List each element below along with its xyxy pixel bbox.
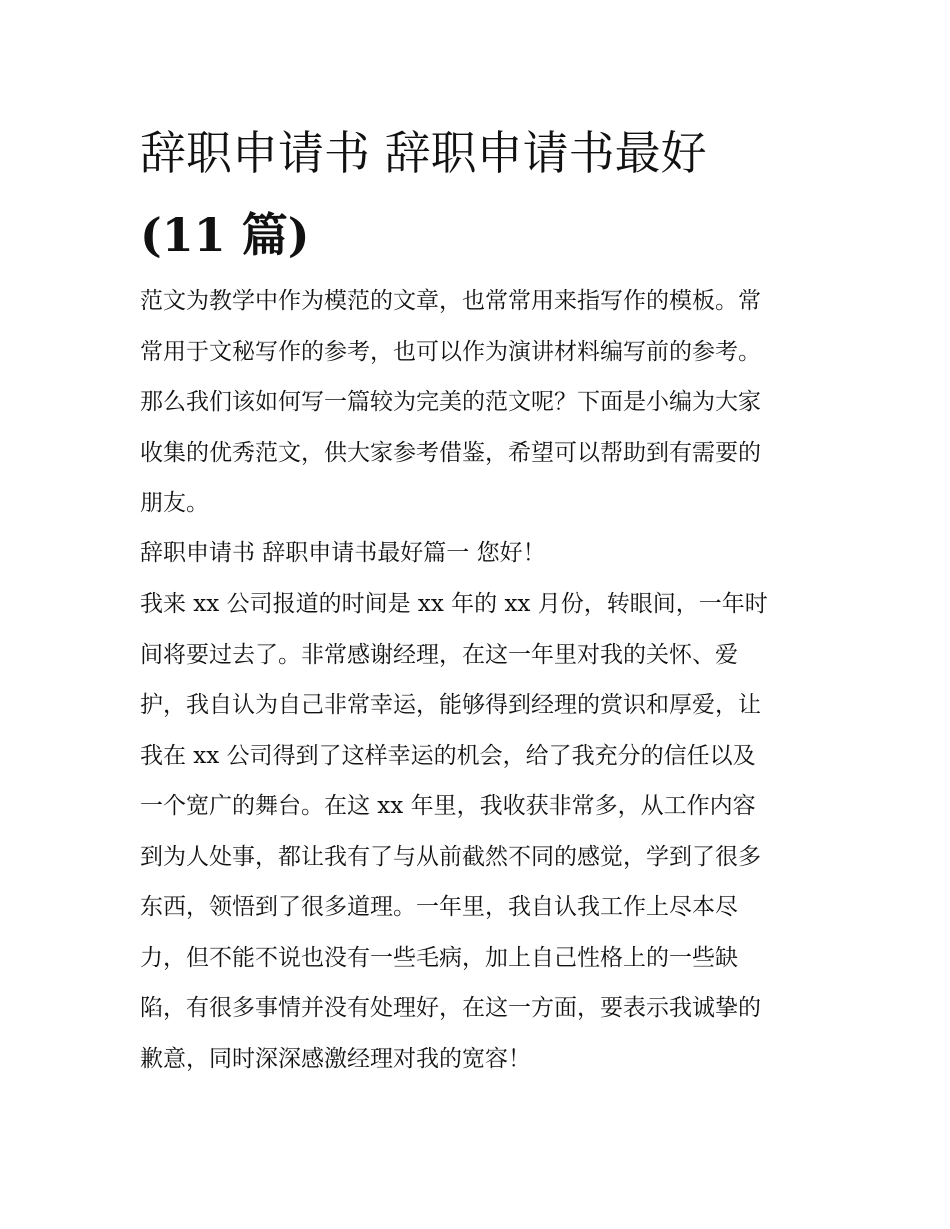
intro-line: 常用于文秘写作的参考，也可以作为演讲材料编写前的参考。 [140, 338, 761, 365]
letter-line: 间将要过去了。非常感谢经理，在这一年里对我的关怀、爱 [140, 641, 738, 668]
letter-line: 护，我自认为自己非常幸运，能够得到经理的赏识和厚爱，让 [140, 692, 761, 718]
letter-line: 东西，领悟到了很多道理。一年里，我自认我工作上尽本尽 [140, 894, 738, 920]
document-title [140, 112, 820, 276]
section-heading-text: 辞职申请书 辞职申请书最好篇一 您好！ [140, 540, 546, 566]
letter-line: 我来 xx 公司报道的时间是 xx 年的 xx 月份，转眼间，一年时 [140, 591, 768, 617]
intro-line: 朋友。 [140, 490, 209, 516]
letter-line: 我在 xx 公司得到了这样幸运的机会，给了我充分的信任以及 [140, 742, 756, 769]
letter-line: 力，但不能不说也没有一些毛病，加上自己性格上的一些缺 [140, 944, 738, 971]
letter-line: 到为人处事，都让我有了与从前截然不同的感觉，学到了很多 [140, 843, 761, 870]
letter-line: 歉意，同时深深感激经理对我的宽容！ [140, 1045, 531, 1072]
intro-line: 收集的优秀范文，供大家参考借鉴，希望可以帮助到有需要的 [140, 439, 761, 466]
section-heading [140, 528, 820, 579]
intro-paragraph [140, 276, 820, 529]
intro-line: 那么我们该如何写一篇较为完美的范文呢？下面是小编为大家 [140, 389, 761, 415]
letter-paragraph [140, 579, 820, 1084]
letter-line: 陷，有很多事情并没有处理好，在这一方面，要表示我诚挚的 [140, 995, 761, 1021]
letter-line: 一个宽广的舞台。在这 xx 年里，我收获非常多，从工作内容 [140, 793, 756, 819]
title-line-1: 辞职申请书 辞职申请书最好 [140, 126, 707, 180]
title-line-2: (11 篇) [140, 208, 310, 262]
intro-line: 范文为教学中作为模范的文章，也常常用来指写作的模板。常 [140, 288, 761, 314]
